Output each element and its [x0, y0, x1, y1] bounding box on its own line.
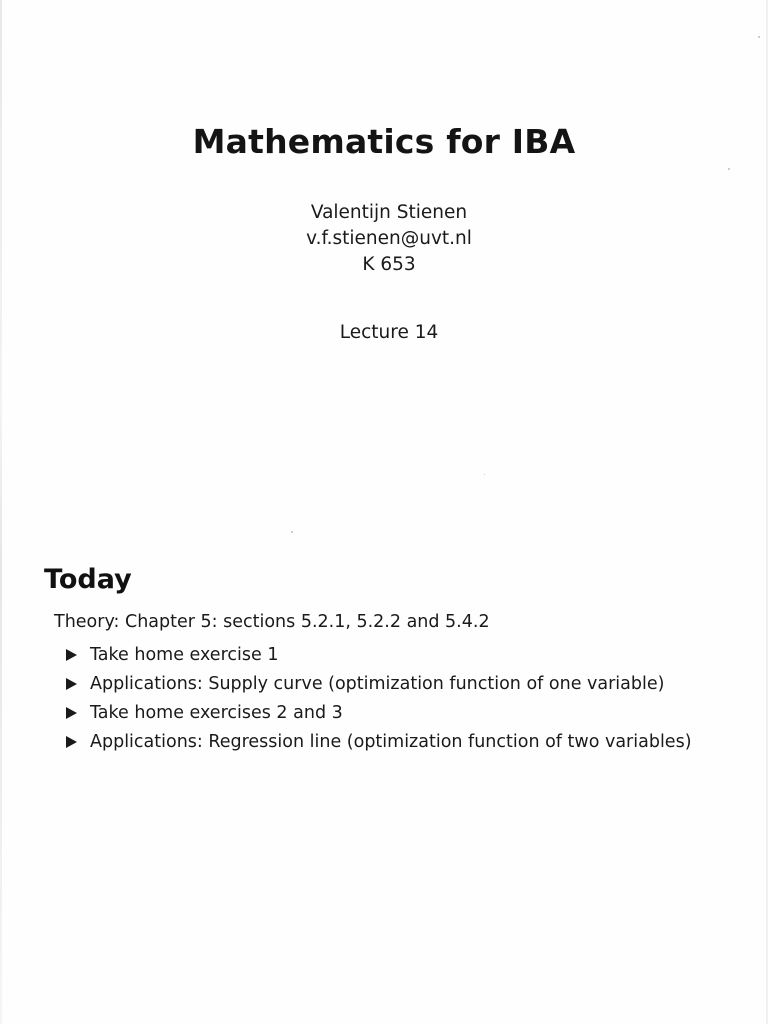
- section-heading-today: Today: [44, 564, 132, 595]
- author-email: v.f.stienen@uvt.nl: [306, 228, 472, 249]
- author-name: Valentijn Stienen: [310, 202, 468, 223]
- list-item-text: Applications: Supply curve (optimization function of one variable): [90, 673, 665, 694]
- list-item: [66, 640, 692, 669]
- scan-speck: [484, 474, 485, 475]
- scan-speck: [291, 531, 293, 533]
- scan-speck: [728, 168, 730, 170]
- author-room: K 653: [362, 254, 416, 275]
- list-item: [66, 669, 692, 698]
- scan-speck: [758, 36, 760, 38]
- triangle-right-icon: [66, 678, 77, 690]
- agenda-list: [66, 640, 692, 756]
- lecture-number: Lecture 14: [339, 322, 439, 343]
- author-block: [0, 200, 768, 278]
- page-title: Mathematics for IBA: [192, 122, 576, 161]
- triangle-right-icon: [66, 707, 77, 719]
- list-item-text: Take home exercises 2 and 3: [90, 702, 343, 723]
- theory-line: Theory: Chapter 5: sections 5.2.1, 5.2.2 and 5.4.2: [54, 612, 490, 632]
- triangle-right-icon: [66, 736, 77, 748]
- triangle-right-icon: [66, 649, 77, 661]
- list-item: [66, 698, 692, 727]
- list-item: [66, 727, 692, 756]
- list-item-text: Take home exercise 1: [90, 644, 279, 665]
- list-item-text: Applications: Regression line (optimization function of two variables): [90, 731, 692, 752]
